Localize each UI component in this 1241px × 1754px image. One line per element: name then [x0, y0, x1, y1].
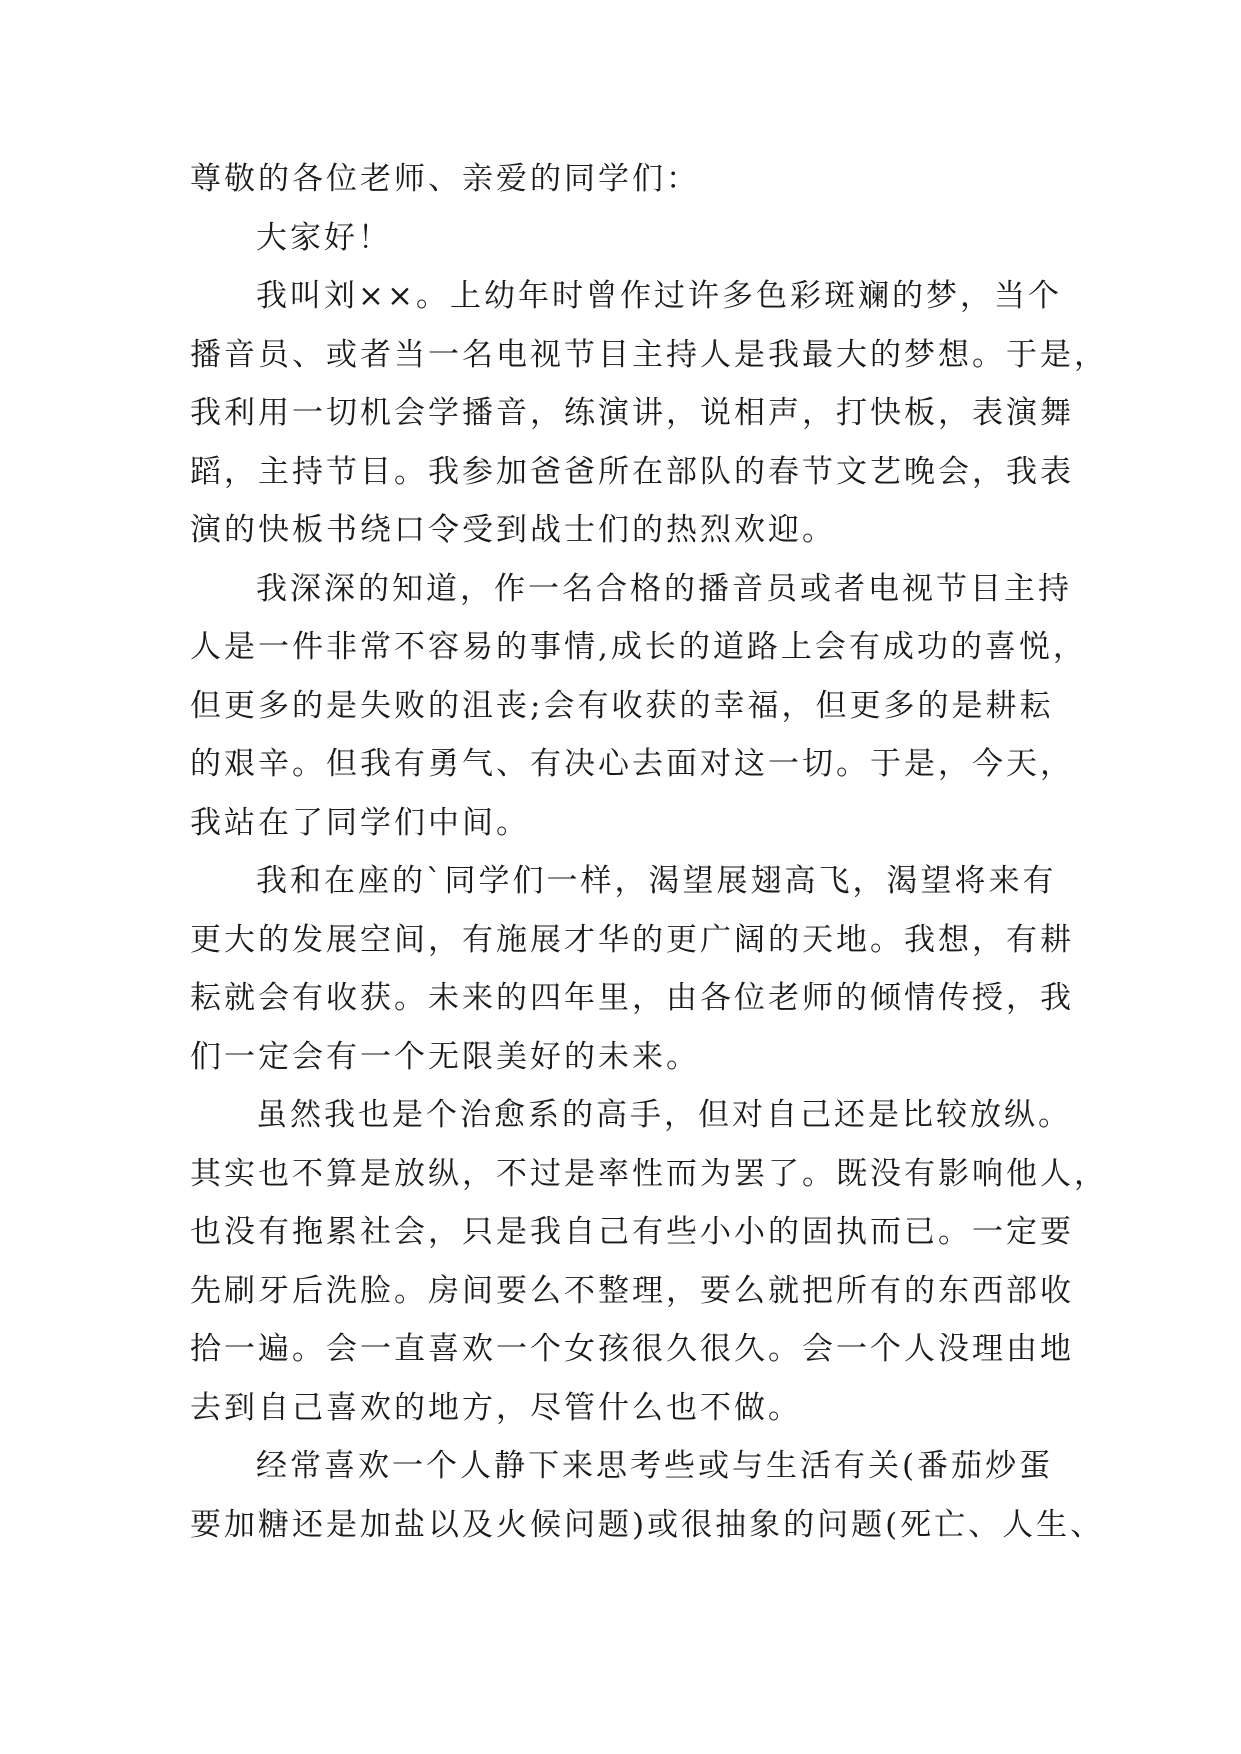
paragraph-3-line-2: 更大的发展空间，有施展才华的更广阔的天地。我想，有耕: [190, 921, 1074, 958]
paragraph-2-line-5: 我站在了同学们中间。: [190, 804, 530, 841]
paragraph-1-line-2: 播音员、或者当一名电视节目主持人是我最大的梦想。于是，: [190, 336, 1108, 373]
paragraph-2-line-4: 的艰辛。但我有勇气、有决心去面对这一切。于是，今天，: [190, 746, 1074, 782]
paragraph-3-line-3: 耘就会有收获。未来的四年里，由各位老师的倾情传授，我: [190, 980, 1074, 1016]
paragraph-2-line-3: 但更多的是失败的沮丧;会有收获的幸福，但更多的是耕耘: [190, 687, 1054, 724]
paragraph-4-line-6: 去到自己喜欢的地方，尽管什么也不做。: [190, 1389, 802, 1426]
salutation-line: 尊敬的各位老师、亲爱的同学们：: [190, 161, 700, 197]
greeting-line: 大家好！: [256, 219, 392, 256]
paragraph-1-line-5: 演的快板书绕口令受到战士们的热烈欢迎。: [190, 512, 836, 548]
paragraph-3-line-4: 们一定会有一个无限美好的未来。: [190, 1038, 700, 1075]
paragraph-5-line-2: 要加糖还是加盐以及火候问题)或很抽象的问题(死亡、人生、: [190, 1506, 1105, 1543]
paragraph-4-line-1: 虽然我也是个治愈系的高手，但对自己还是比较放纵。: [256, 1097, 1072, 1133]
paragraph-2-line-1: 我深深的知道，作一名合格的播音员或者电视节目主持: [256, 570, 1072, 607]
paragraph-2-line-2: 人是一件非常不容易的事情,成长的道路上会有成功的喜悦，: [190, 629, 1087, 665]
paragraph-1-line-4: 蹈，主持节目。我参加爸爸所在部队的春节文艺晚会，我表: [190, 453, 1074, 490]
paragraph-3-line-1: 我和在座的`同学们一样，渴望展翅高飞，渴望将来有: [256, 863, 1057, 899]
paragraph-1-line-3: 我利用一切机会学播音，练演讲，说相声，打快板，表演舞: [190, 395, 1074, 431]
paragraph-4-line-4: 先刷牙后洗脸。房间要么不整理，要么就把所有的东西部收: [190, 1272, 1074, 1309]
paragraph-1-line-1: 我叫刘××。上幼年时曾作过许多色彩斑斓的梦，当个: [256, 278, 1062, 314]
speech-text: [190, 150, 1108, 1554]
paragraph-5-line-1: 经常喜欢一个人静下来思考些或与生活有关(番茄炒蛋: [256, 1448, 1054, 1484]
paragraph-4-line-2: 其实也不算是放纵，不过是率性而为罢了。既没有影响他人，: [190, 1155, 1108, 1192]
paragraph-4-line-5: 拾一遍。会一直喜欢一个女孩很久很久。会一个人没理由地: [190, 1331, 1074, 1367]
paragraph-4-line-3: 也没有拖累社会，只是我自己有些小小的固执而已。一定要: [190, 1214, 1074, 1250]
